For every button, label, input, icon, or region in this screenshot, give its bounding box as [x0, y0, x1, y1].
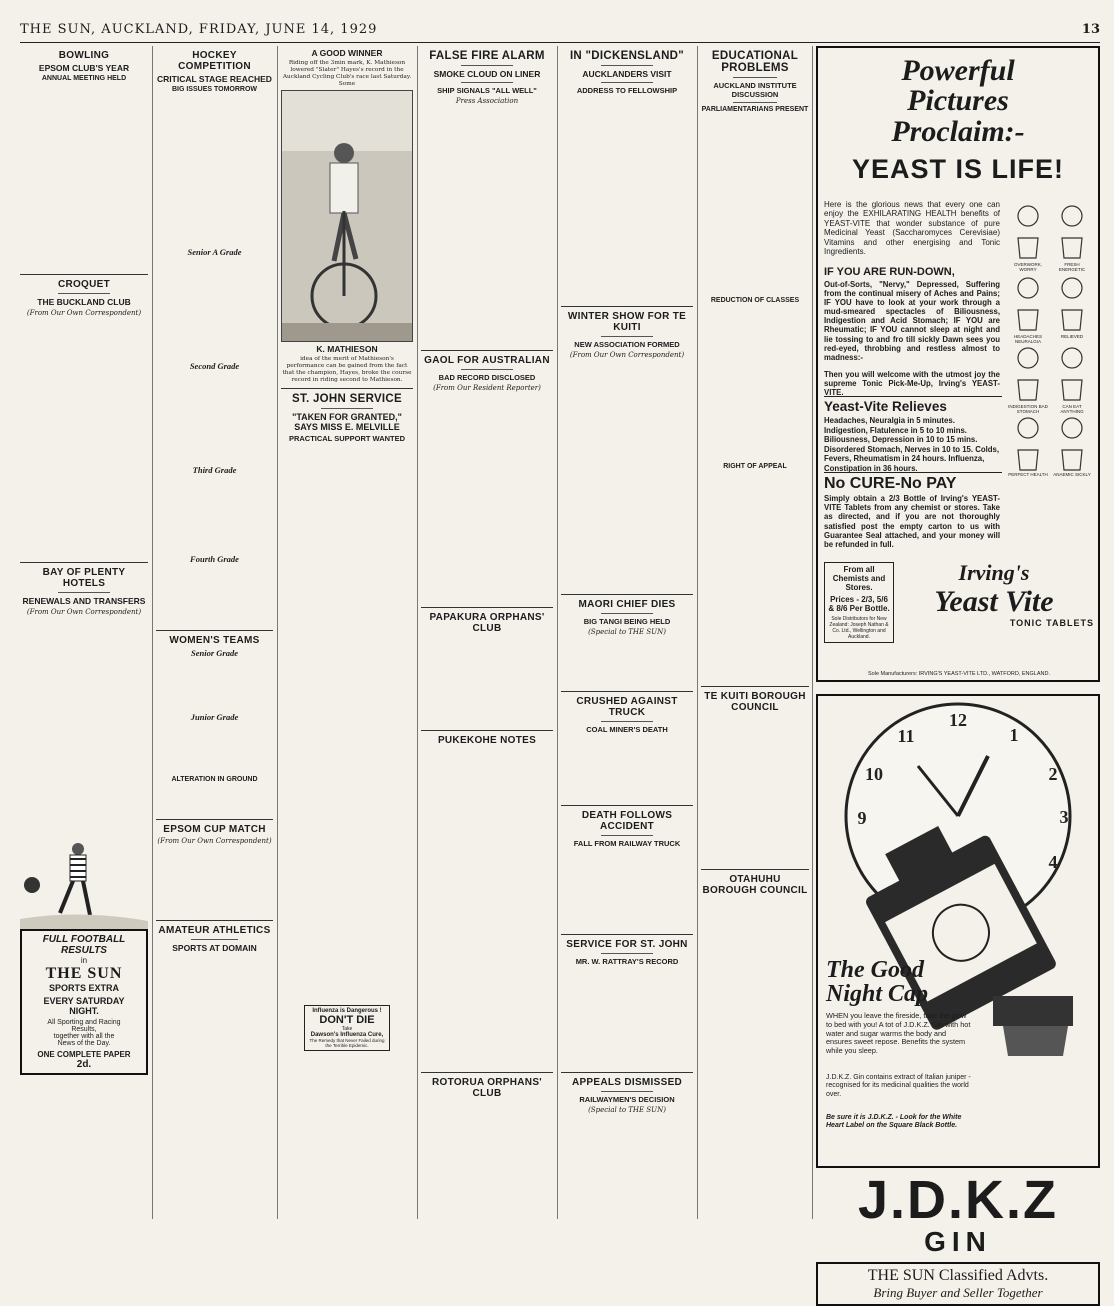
- ad-line: NIGHT.: [69, 1006, 99, 1016]
- ad-label: FRESH ENERGETIC: [1058, 262, 1086, 272]
- tekuiti-heading: TE KUITI BOROUGH COUNCIL: [704, 691, 806, 713]
- bowling-heading: BOWLING: [58, 50, 110, 61]
- ad-subheading: Yeast-Vite Relieves: [824, 396, 1002, 414]
- ad-tagline: The Good: [826, 957, 924, 983]
- section-heading: Fourth Grade: [190, 554, 239, 564]
- papakura-heading: PAPAKURA ORPHANS' CLUB: [429, 612, 545, 634]
- article-body: [156, 477, 273, 552]
- ad-line: Results,: [71, 1026, 97, 1033]
- ad-line: News of the Day.: [57, 1040, 111, 1047]
- croquet-correspondent: (From Our Own Correspondent): [26, 309, 142, 317]
- papakura-article: [421, 636, 553, 726]
- hockey-subheading: CRITICAL STAGE REACHED: [157, 74, 272, 84]
- ad-body: Here is the glorious news that every one can enjoy the EXHILARATING HEALTH benefits of YEAST-VITE that wonder substance of pure Medicinal Yeast (Saccharomyces Cerevisiae) Vitamins and other energising and Tonic Ingredients.: [824, 200, 1000, 257]
- section-heading: Junior Grade: [190, 712, 239, 722]
- death-subheading: FALL FROM RAILWAY TRUCK: [573, 839, 681, 848]
- section-heading: Third Grade: [192, 465, 237, 475]
- service-article: [561, 968, 693, 1068]
- ad-script-line: Powerful: [901, 54, 1015, 87]
- ad-body: J.D.K.Z. Gin contains extract of Italian juniper - recognised for its medicinal qualities the world over.: [826, 1074, 971, 1098]
- ad-brand: GIN: [924, 1226, 992, 1257]
- bop-heading: BAY OF PLENTY HOTELS: [42, 567, 126, 589]
- fire-article: [421, 106, 553, 346]
- ad-headline: DON'T DIE: [319, 1014, 375, 1026]
- ad-line: together with all the: [53, 1033, 115, 1040]
- svg-text:11: 11: [897, 726, 915, 746]
- article-body: [701, 306, 809, 461]
- classified-ad: [816, 1262, 1100, 1306]
- ad-line: RESULTS: [61, 945, 107, 956]
- influenza-ad: [304, 1005, 390, 1051]
- ad-line: Dawson's Influenza Cure,: [310, 1032, 384, 1038]
- ad-tagline: Night Cap: [826, 981, 929, 1007]
- truck-heading: CRUSHED AGAINST TRUCK: [576, 696, 678, 718]
- epsom-article: [156, 846, 273, 916]
- bowling-article: [20, 84, 148, 270]
- athletics-heading: AMATEUR ATHLETICS: [158, 925, 271, 936]
- maori-subheading: BIG TANGI BEING HELD: [583, 617, 671, 626]
- ad-title: THE SUN Classified Advts.: [867, 1267, 1049, 1284]
- ad-line: EVERY SATURDAY: [43, 996, 125, 1006]
- ad-body: Out-of-Sorts, "Nervy," Depressed, Suffering from the continual misery of Aches and Pains; IF YOU have to look at your work through a mud-smeared spectacles of Biliousness, Indigestion and Acid Stomach; IF YOU are Rheumatic; IF YOU cannot sleep at night and lie tossing to and fro till sickly Dawn sees you red-eyed, throbbing and restless almost to madness:-: [824, 280, 1000, 362]
- svg-text:10: 10: [865, 764, 883, 784]
- ad-line: ONE COMPLETE PAPER: [37, 1050, 131, 1059]
- tekuiti-article: [701, 715, 809, 865]
- athletics-article: [156, 955, 273, 1255]
- ad-line: Influenza is Dangerous !: [312, 1008, 382, 1014]
- ad-label: ANAEMIC SICKLY: [1053, 472, 1091, 477]
- gaol-heading: GAOL FOR AUSTRALIAN: [424, 355, 550, 366]
- ad-body: WHEN you leave the fireside, take the glow to bed with you! A tot of J.D.K.Z. Gin with hot water and sugar warms the body and ensures sweet repose. Benefits the system while you sleep.: [826, 1011, 971, 1056]
- ad-script-line: Pictures: [907, 84, 1009, 117]
- hockey-article: [156, 95, 273, 245]
- ad-brand: THE SUN: [45, 965, 123, 982]
- section-heading: Senior Grade: [191, 648, 238, 658]
- appeals-subheading: RAILWAYMEN'S DECISION: [579, 1095, 675, 1104]
- hockey-heading: HOCKEY COMPETITION: [178, 50, 251, 72]
- ad-line: All Sporting and Racing: [47, 1019, 121, 1026]
- ad-price: 2d.: [76, 1059, 92, 1070]
- appeals-heading: APPEALS DISMISSED: [571, 1077, 683, 1088]
- winter-article: [561, 360, 693, 590]
- edu-heading: EDUCATIONAL PROBLEMS: [711, 50, 799, 74]
- edu-subheading: AUCKLAND INSTITUTE DISCUSSION: [713, 81, 797, 99]
- croquet-heading: CROQUET: [57, 279, 111, 290]
- masthead: [20, 22, 1100, 43]
- bop-correspondent: (From Our Own Correspondent): [26, 608, 142, 616]
- women-heading: WOMEN'S TEAMS: [169, 635, 260, 646]
- jdkz-gin-ad: [816, 694, 1100, 1168]
- truck-subheading: COAL MINER'S DEATH: [586, 725, 668, 734]
- column-6: [701, 46, 809, 1219]
- page-number: 13: [1081, 22, 1100, 37]
- otahuhu-heading: OTAHUHU BOROUGH COUNCIL: [702, 874, 808, 896]
- section-heading: ALTERATION IN GROUND: [171, 776, 258, 783]
- dickens-subheading-2: ADDRESS TO FELLOWSHIP: [576, 86, 678, 95]
- ad-label: HEADACHES NEURALGIA: [1013, 334, 1042, 344]
- svg-text:9: 9: [857, 808, 867, 828]
- article-body: [156, 566, 273, 626]
- photo-name: K. MATHIESON: [316, 344, 378, 354]
- testimonial-illustrations: [1008, 198, 1094, 478]
- svg-text:2: 2: [1048, 764, 1058, 784]
- bowling-subheading-2: ANNUAL MEETING HELD: [41, 75, 127, 82]
- croquet-subheading: THE BUCKLAND CLUB: [37, 297, 131, 307]
- winner-caption: Riding off the 3min mark, K. Mathieson lowered "Slater" Hayes's record in the Auckland Cycling Club's race last Saturday. Some: [282, 60, 412, 87]
- svg-text:1: 1: [1009, 725, 1019, 745]
- otahuhu-article: [701, 898, 809, 1168]
- appeals-article: [561, 1115, 693, 1185]
- section-heading: Senior A Grade: [187, 247, 242, 257]
- ad-headline: YEAST IS LIFE!: [851, 154, 1065, 184]
- ad-distributor: Sole Distributors for New Zealand: Joseph Nathan & Co. Ltd., Wellington and Auckland.: [829, 616, 889, 640]
- winter-subheading: NEW ASSOCIATION FORMED: [574, 340, 680, 349]
- article-body: [156, 259, 273, 359]
- sports-extra-ad: [20, 929, 148, 1075]
- price-box: [824, 562, 894, 643]
- ad-line: The Remedy that Never Failed during the Terrible Epidemic.: [309, 1038, 385, 1048]
- fire-subheading: SMOKE CLOUD ON LINER: [433, 69, 541, 79]
- footballer-illustration: [20, 839, 148, 929]
- section-heading: RIGHT OF APPEAL: [723, 463, 787, 470]
- ad-body: Then you will welcome with the utmost joy the supreme Tonic Pick-Me-Up, Irving's YEAST-VITE.: [824, 370, 1000, 398]
- winter-heading: WINTER SHOW FOR TE KUITI: [567, 311, 687, 333]
- jdkz-brand: [816, 1172, 1100, 1256]
- rotorua-article: [421, 1101, 553, 1201]
- winter-correspondent: (From Our Own Correspondent): [569, 351, 685, 359]
- dickens-article: [561, 97, 693, 302]
- death-article: [561, 850, 693, 930]
- stjohn-article: [281, 445, 413, 1005]
- ad-logo-text: Irving's: [958, 560, 1030, 585]
- maori-correspondent: (Special to THE SUN): [588, 628, 666, 636]
- gaol-article: [421, 393, 553, 603]
- ad-logo-text: Yeast Vite: [934, 585, 1054, 618]
- bop-article: [20, 617, 148, 839]
- truck-article: [561, 736, 693, 801]
- svg-text:3: 3: [1059, 807, 1069, 827]
- yeast-vite-ad: [816, 46, 1100, 682]
- column-1: [20, 46, 148, 1219]
- ad-label: OVERWORK, WORRY: [1014, 262, 1042, 272]
- article-body: [156, 785, 273, 815]
- ad-body: Simply obtain a 2/3 Bottle of Irving's YEAST-VITE Tablets from any chemist or stores. Take as directed, and if you are not thoroughly satisfied post the empty carton to us with Guarantee Seal attached, and your money will be refunded in full.: [824, 494, 1000, 550]
- article-body: [156, 724, 273, 774]
- epsom-correspondent: (From Our Own Correspondent): [157, 837, 272, 845]
- edu-article: [701, 115, 809, 295]
- ad-line: FULL FOOTBALL: [42, 934, 126, 945]
- ad-body: Headaches, Neuralgia in 5 minutes. Indigestion, Flatulence in 5 to 10 mins. Biliousness, Depression in 10 to 15 mins. Disordered Stomach, Nerves in 10 to 15. Colds, Fevers, Rheumatism in 24 hours. Influenza, Constipation in 36 hours.: [824, 416, 1000, 473]
- article-body: [156, 660, 273, 710]
- hockey-subheading-2: BIG ISSUES TOMORROW: [171, 86, 258, 93]
- article-body: [701, 472, 809, 682]
- bop-subheading: RENEWALS AND TRANSFERS: [22, 596, 146, 606]
- ad-subheading: No CURE-No PAY: [824, 472, 1002, 493]
- maori-article: [561, 637, 693, 687]
- ad-label: CAN EAT ANYTHING: [1060, 404, 1084, 414]
- ad-price-text: From all Chemists and Stores.: [832, 565, 886, 592]
- photo-caption: idea of the merit of Mathieson's performance can be gained from the fact that the champion, Hayes, broke the course record in riding second to Mathieson.: [282, 356, 412, 383]
- appeals-correspondent: (Special to THE SUN): [588, 1106, 666, 1114]
- stjohn-heading: ST. JOHN SERVICE: [291, 393, 403, 405]
- svg-text:4: 4: [1048, 852, 1058, 872]
- service-subheading: MR. W. RATTRAY'S RECORD: [575, 957, 679, 966]
- death-heading: DEATH FOLLOWS ACCIDENT: [581, 810, 673, 832]
- fire-subheading-2: SHIP SIGNALS "ALL WELL": [437, 86, 537, 95]
- pukekohe-heading: PUKEKOHE NOTES: [437, 735, 537, 746]
- press-association: Press Association: [455, 97, 519, 105]
- bowling-subheading: EPSOM CLUB'S YEAR: [38, 63, 130, 73]
- epsom-heading: EPSOM CUP MATCH: [163, 824, 266, 835]
- edu-subheading-2: PARLIAMENTARIANS PRESENT: [701, 106, 809, 113]
- ad-label: RELIEVED: [1060, 334, 1084, 339]
- column-ads: [816, 46, 1100, 1300]
- article-body: [156, 373, 273, 463]
- ad-label: PERFECT HEALTH: [1008, 472, 1048, 477]
- gaol-correspondent: (From Our Resident Reporter): [433, 384, 541, 392]
- section-heading: Second Grade: [189, 361, 240, 371]
- yeast-vite-logo: [894, 560, 1094, 628]
- ad-line: Take: [341, 1026, 353, 1032]
- column-3: [281, 46, 413, 1219]
- ad-script-line: Proclaim:-: [891, 115, 1025, 148]
- ad-line: in: [80, 956, 88, 965]
- section-heading: REDUCTION OF CLASSES: [710, 297, 800, 304]
- column-2: [156, 46, 273, 1219]
- dickens-subheading: AUCKLANDERS VISIT: [582, 69, 672, 79]
- dickens-heading: IN "DICKENSLAND": [569, 50, 685, 62]
- stjohn-subheading: "TAKEN FOR GRANTED," SAYS MISS E. MELVILLE: [292, 412, 402, 432]
- page-title: THE SUN, AUCKLAND, FRIDAY, JUNE 14, 1929: [20, 22, 378, 37]
- winner-heading: A GOOD WINNER: [311, 48, 383, 58]
- ad-manufacturer: Sole Manufacturers: IRVING'S YEAST-VITE LTD., WATFORD, ENGLAND.: [868, 671, 1050, 677]
- ad-body: Be sure it is J.D.K.Z. - Look for the White Heart Label on the Square Black Bottle.: [826, 1114, 962, 1130]
- croquet-article: [20, 318, 148, 558]
- ad-tagline: Bring Buyer and Seller Together: [873, 1285, 1043, 1300]
- column-5: [561, 46, 693, 1219]
- gaol-subheading: BAD RECORD DISCLOSED: [438, 373, 536, 382]
- stjohn-subheading-2: PRACTICAL SUPPORT WANTED: [288, 434, 406, 443]
- ad-line: SPORTS EXTRA: [48, 983, 119, 993]
- athletics-subheading: SPORTS AT DOMAIN: [172, 943, 257, 953]
- ad-label: INDIGESTION BAD STOMACH: [1008, 404, 1048, 414]
- fire-heading: FALSE FIRE ALARM: [429, 50, 545, 62]
- pukekohe-article: [421, 748, 553, 1068]
- cyclist-photo: [281, 90, 413, 342]
- maori-heading: MAORI CHIEF DIES: [578, 599, 676, 610]
- ad-logo-text: TONIC TABLETS: [1009, 618, 1094, 628]
- ad-price-text: Prices - 2/3, 5/6 & 8/6 Per Bottle.: [828, 595, 890, 613]
- ad-subheading: IF YOU ARE RUN-DOWN,: [824, 266, 955, 278]
- service-heading: SERVICE FOR ST. JOHN: [566, 939, 688, 950]
- column-4: [421, 46, 553, 1219]
- rotorua-heading: ROTORUA ORPHANS' CLUB: [432, 1077, 542, 1099]
- svg-text:12: 12: [949, 710, 967, 730]
- ad-brand: J.D.K.Z: [857, 1170, 1059, 1230]
